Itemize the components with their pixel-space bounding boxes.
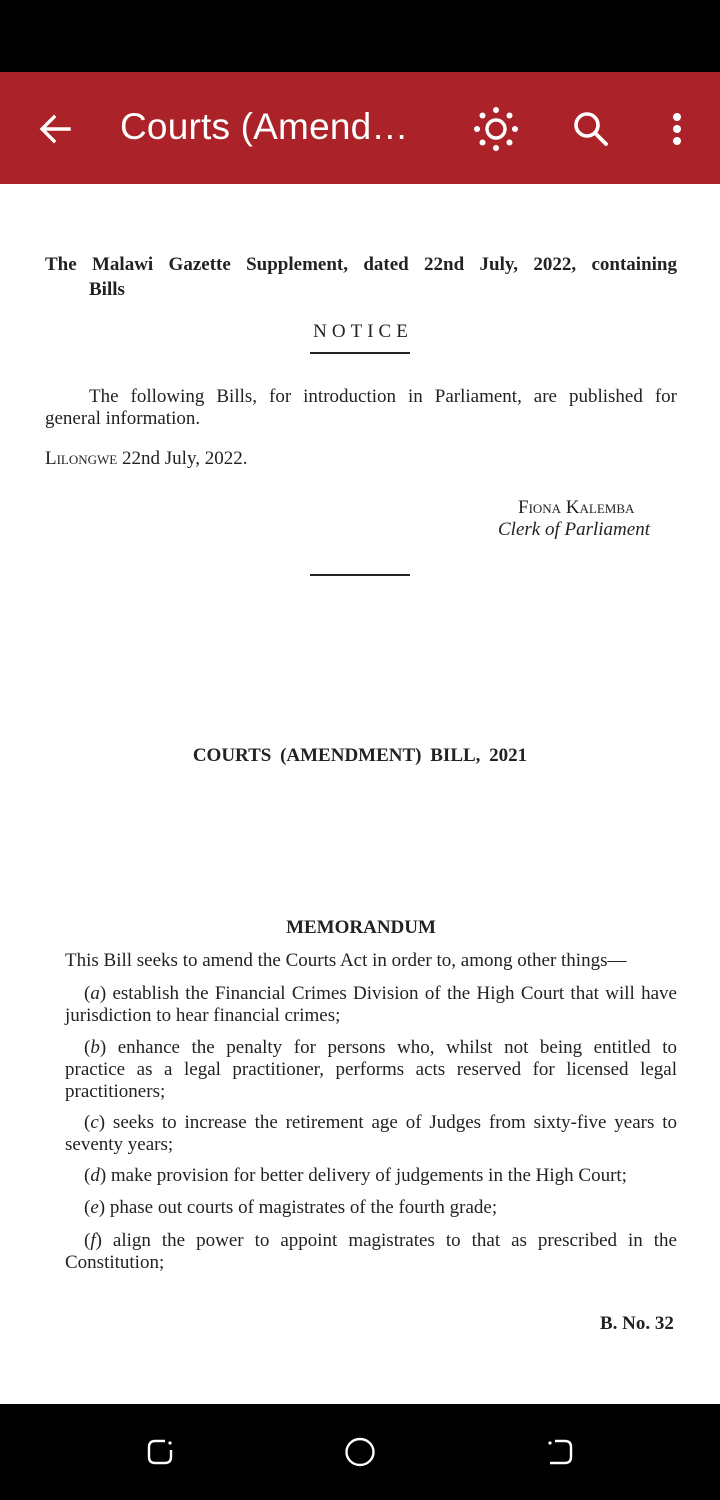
document-title: Courts (Amend…	[120, 106, 409, 147]
item-text: practice as a legal practitioner, performs acts reserved for licensed legal	[65, 1059, 677, 1080]
gazette-header: The Malawi Gazette Supplement, dated 22nd July, 2022, containing	[45, 254, 677, 275]
item-line-cont	[65, 1252, 164, 1274]
item-line	[84, 1112, 677, 1134]
document-page	[0, 184, 720, 1404]
brightness-button[interactable]	[469, 102, 523, 156]
place: Lilongwe	[45, 448, 118, 469]
item-text: make provision for better delivery of judgements in the High Court;	[106, 1165, 627, 1186]
item-letter: (c)	[84, 1112, 106, 1133]
item-text: seventy years;	[65, 1134, 174, 1155]
app-bar	[0, 72, 720, 184]
item-line-cont	[65, 1081, 165, 1103]
gazette-header-cont: Bills	[89, 279, 125, 300]
signer-name: Fiona Kalemba	[518, 497, 635, 518]
home-icon	[343, 1435, 377, 1469]
intro-paragraph: The following Bills, for introduction in Parliament, are published for	[89, 386, 677, 407]
recent-apps-button[interactable]	[140, 1432, 180, 1472]
brightness-icon	[470, 103, 522, 155]
bill-title: COURTS (AMENDMENT) BILL, 2021	[192, 745, 528, 766]
recent-apps-icon	[145, 1437, 175, 1467]
search-icon	[569, 107, 613, 151]
item-line	[84, 1197, 677, 1219]
signer-role: Clerk of Parliament	[498, 519, 650, 540]
item-line	[84, 1165, 677, 1187]
back-icon	[545, 1437, 575, 1467]
item-letter: (f)	[84, 1230, 102, 1251]
item-text: seeks to increase the retirement age of Judges from sixty-five years to	[105, 1112, 677, 1133]
notice-heading: NOTICE	[313, 321, 413, 342]
back-button[interactable]	[30, 104, 80, 154]
item-text: phase out courts of magistrates of the fourth grade;	[105, 1197, 498, 1218]
item-letter: (d)	[84, 1165, 107, 1186]
memorandum-intro: This Bill seeks to amend the Courts Act in order to, among other things—	[65, 950, 627, 971]
item-text: enhance the penalty for persons who, whilst not being entitled to	[106, 1037, 677, 1058]
item-text: jurisdiction to hear financial crimes;	[65, 1005, 341, 1026]
item-text: practitioners;	[65, 1081, 166, 1102]
home-button[interactable]	[340, 1432, 380, 1472]
item-line	[84, 1230, 677, 1252]
item-line	[84, 1037, 677, 1059]
intro-paragraph-cont: general information.	[45, 408, 201, 429]
item-letter: (e)	[84, 1197, 106, 1218]
item-text: Constitution;	[65, 1252, 165, 1273]
memorandum-heading: MEMORANDUM	[286, 917, 436, 938]
item-text: align the power to appoint magistrates to that as prescribed in the	[101, 1230, 677, 1251]
item-text: establish the Financial Crimes Division of the High Court that will have	[106, 983, 677, 1004]
system-nav-bar	[0, 1404, 720, 1500]
more-options-button[interactable]	[650, 102, 704, 156]
more-vert-icon	[667, 107, 687, 151]
back-nav-button[interactable]	[540, 1432, 580, 1472]
date: 22nd July, 2022.	[122, 448, 248, 469]
item-letter: (b)	[84, 1037, 107, 1058]
item-line-cont	[65, 1134, 173, 1156]
place-date	[45, 448, 247, 470]
notice-divider	[310, 352, 410, 354]
item-letter: (a)	[84, 983, 107, 1004]
item-line-cont	[65, 1059, 677, 1081]
arrow-left-icon	[37, 111, 73, 147]
status-bar	[0, 0, 720, 72]
search-button[interactable]	[564, 102, 618, 156]
item-line	[84, 983, 677, 1005]
item-line-cont	[65, 1005, 340, 1027]
section-divider	[310, 574, 410, 576]
bill-number: B. No. 32	[600, 1313, 674, 1334]
